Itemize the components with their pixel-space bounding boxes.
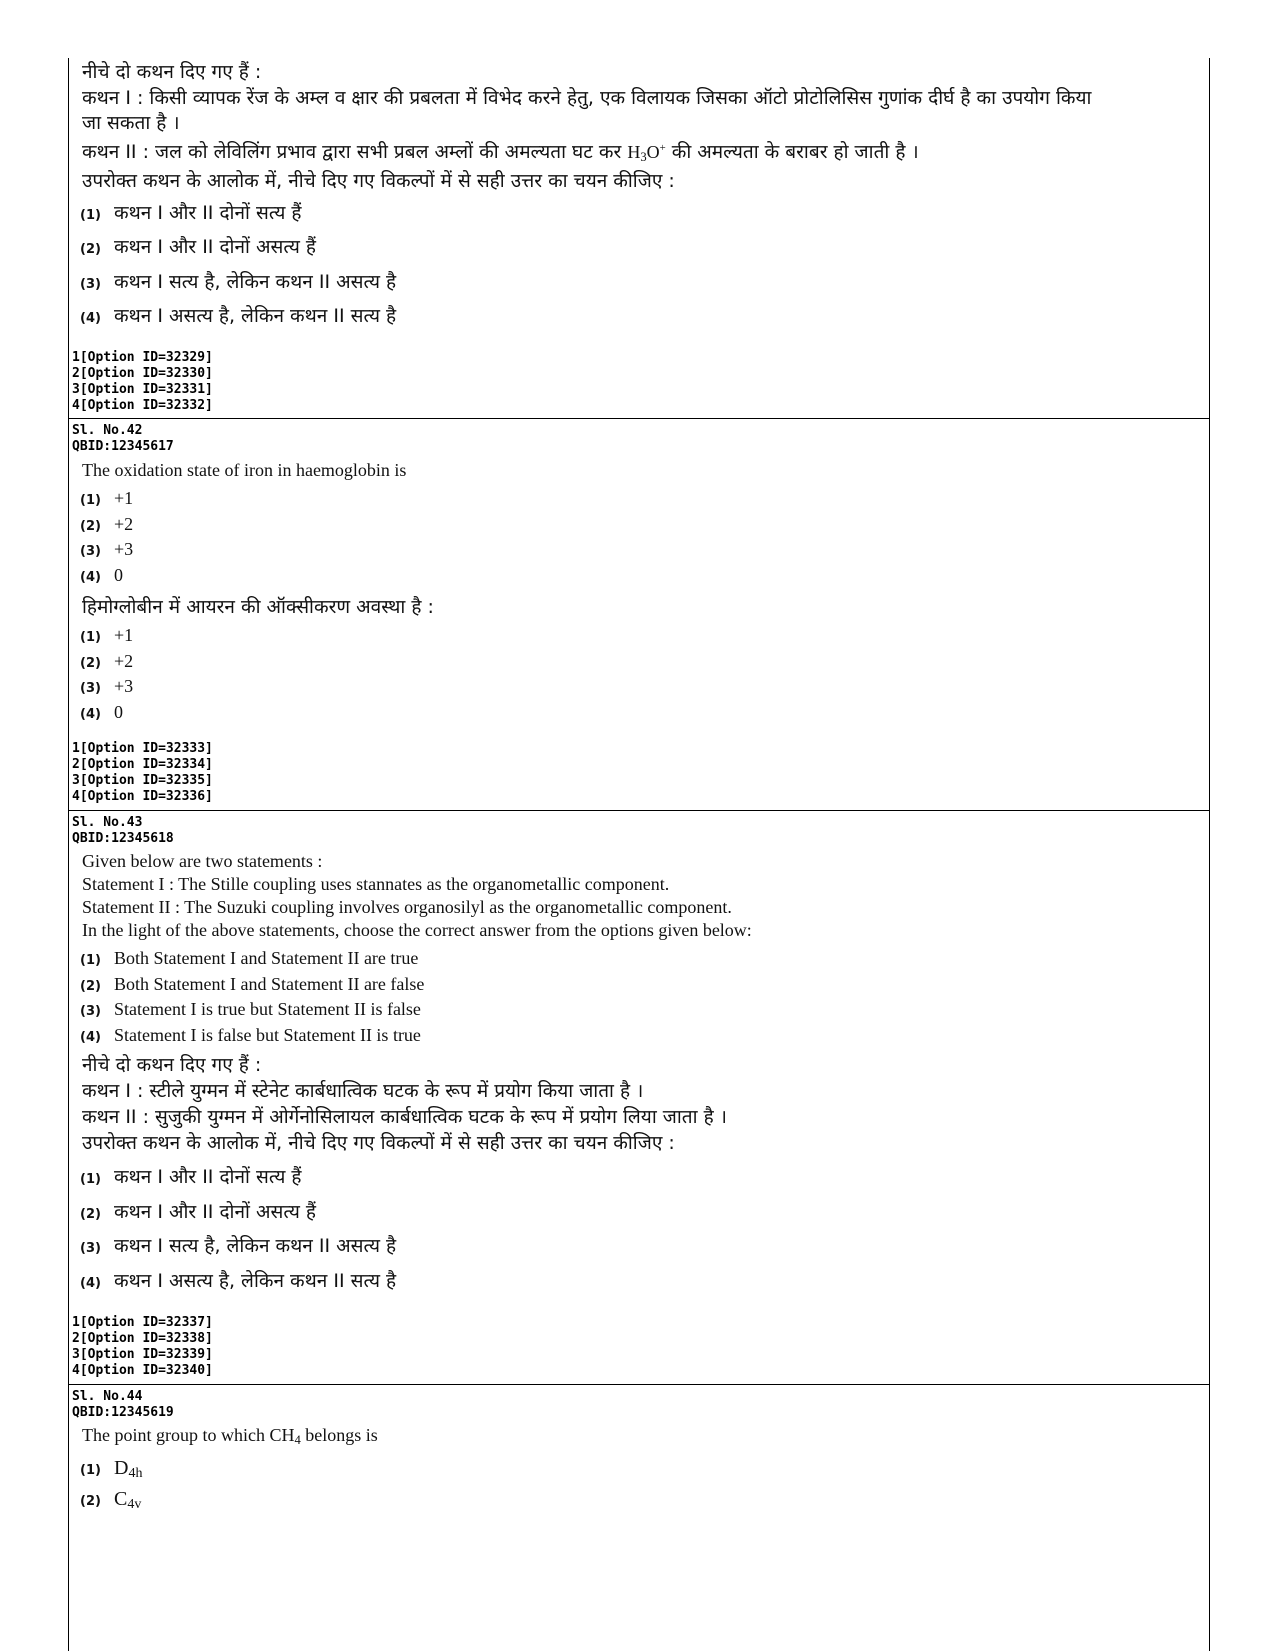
option-number: (4) [80,311,101,326]
question-post: belongs is [300,1425,378,1445]
statement-1-line-2: जा सकता है । [82,112,180,134]
symbol-main: C [114,1488,128,1510]
option-number: (2) [80,979,101,994]
option-text: +3 [114,539,134,559]
option-id: 2[Option ID=32330] [72,366,213,381]
option-number: (2) [80,519,101,534]
option-1-hi[interactable] [80,1163,301,1194]
formula-sub: 4 [294,1433,301,1447]
option-2[interactable] [80,1487,141,1517]
option-ids [72,350,213,414]
option-number: (4) [80,707,101,722]
option-2-hi[interactable] [80,1198,316,1229]
option-3[interactable] [80,997,421,1024]
option-text: कथन I असत्य है, लेकिन कथन II सत्य है [114,1270,397,1292]
intro-text: नीचे दो कथन दिए गए हैं : [82,61,262,83]
option-number: (1) [80,630,101,645]
option-1[interactable] [80,199,301,230]
option-text [114,1487,141,1517]
question-text-hi: हिमोग्लोबीन में आयरन की ऑक्सीकरण अवस्था है : [82,596,434,618]
option-text: कथन I और II दोनों सत्य हैं [114,1166,302,1188]
divider [68,1384,1210,1385]
option-text: कथन I असत्य है, लेकिन कथन II सत्य है [114,305,397,327]
qbid: QBID:12345617 [72,439,174,454]
formula-sub: 3 [640,150,647,164]
statement-2-post: की अमल्यता के बराबर हो जाती है । [665,141,919,163]
option-number: (3) [80,681,101,696]
option-number: (1) [80,1172,101,1187]
option-2[interactable] [80,512,133,539]
question-pre: The point group to which CH [82,1425,295,1445]
qbid: QBID:12345619 [72,1405,174,1420]
formula-o: O [646,142,660,162]
option-2[interactable] [80,233,316,264]
symbol-sub: 4h [128,1466,143,1481]
option-number: (3) [80,544,101,559]
text-line: Statement I : The Stille coupling uses stannates as the organometallic component. [82,874,670,894]
option-4[interactable] [80,302,396,333]
option-text: +3 [114,676,134,696]
option-3-hi[interactable] [80,674,133,701]
option-2[interactable] [80,972,424,999]
serial-number: Sl. No.44 [72,1389,143,1404]
option-text: +2 [114,651,134,671]
statement-2 [82,136,919,169]
option-number: (2) [80,656,101,671]
serial-number: Sl. No.43 [72,815,143,830]
option-number: (2) [80,242,101,257]
option-number: (1) [80,1463,101,1478]
divider [68,810,1210,811]
serial-number: Sl. No.42 [72,423,143,438]
option-number: (1) [80,208,101,223]
option-text: +1 [114,488,134,508]
option-3[interactable] [80,268,396,299]
option-4-hi[interactable] [80,1267,396,1298]
option-id: 1[Option ID=32329] [72,350,213,365]
option-id: 4[Option ID=32336] [72,789,213,804]
statement-2-pre: कथन II : जल को लेविलिंग प्रभाव द्वारा सभी प्रबल अम्लों की अमल्यता घट कर [82,141,628,163]
symbol-main: D [114,1457,129,1479]
option-3-hi[interactable] [80,1232,396,1263]
question-text-en [82,1423,378,1452]
option-id: 2[Option ID=32338] [72,1331,213,1346]
option-4-hi[interactable] [80,700,123,727]
option-text: Both Statement I and Statement II are false [114,974,425,994]
option-text: +1 [114,625,134,645]
statement-1-line-1: कथन I : किसी व्यापक रेंज के अम्ल व क्षार की प्रबलता में विभेद करने हेतु, एक विलायक जिसका ऑटो प्रोटोलिसिस गुणांक दीर्घ है का उपयोग किया [82,87,1092,109]
text-line: कथन II : सुजुकी युग्मन में ओर्गेनोसिलायल कार्बधात्विक घटक के रूप में प्रयोग लिया जाता है । [82,1106,727,1128]
option-id: 3[Option ID=32331] [72,382,213,397]
option-id: 2[Option ID=32334] [72,757,213,772]
option-1[interactable] [80,946,418,973]
text-line: नीचे दो कथन दिए गए हैं : [82,1054,262,1076]
option-number: (3) [80,277,101,292]
qbid: QBID:12345618 [72,831,174,846]
option-number: (2) [80,1207,101,1222]
question-header [72,423,174,455]
option-number: (4) [80,1030,101,1045]
option-1[interactable] [80,1456,142,1486]
formula-h: H [627,142,641,162]
option-text: Statement I is true but Statement II is false [114,999,421,1019]
option-text: 0 [114,702,123,722]
option-number: (4) [80,1276,101,1291]
question-text-en: The oxidation state of iron in haemoglobin is [82,460,407,480]
option-id: 3[Option ID=32339] [72,1347,213,1362]
text-line: उपरोक्त कथन के आलोक में, नीचे दिए गए विकल्पों में से सही उत्तर का चयन कीजिए : [82,1132,675,1154]
symbol-sub: 4v [127,1497,142,1512]
option-2-hi[interactable] [80,649,133,676]
option-text: कथन I सत्य है, लेकिन कथन II असत्य है [114,271,397,293]
question-header [72,815,174,847]
option-4[interactable] [80,1023,421,1050]
divider [68,418,1210,419]
option-number: (4) [80,570,101,585]
question-text-hi [82,1052,727,1156]
option-text: Both Statement I and Statement II are true [114,948,419,968]
question-header [72,1389,174,1421]
option-text: कथन I सत्य है, लेकिन कथन II असत्य है [114,1235,397,1257]
option-number: (3) [80,1241,101,1256]
option-4[interactable] [80,563,123,590]
option-id: 3[Option ID=32335] [72,773,213,788]
option-id: 1[Option ID=32333] [72,741,213,756]
option-text: +2 [114,514,134,534]
option-number: (2) [80,1494,101,1509]
option-number: (3) [80,1004,101,1019]
option-1-hi[interactable] [80,623,133,650]
option-id: 4[Option ID=32340] [72,1363,213,1378]
option-ids [72,1315,213,1379]
option-id: 1[Option ID=32337] [72,1315,213,1330]
option-text: 0 [114,565,123,585]
option-text: Statement I is false but Statement II is true [114,1025,421,1045]
question-text-en [82,850,752,942]
text-line: In the light of the above statements, choose the correct answer from the options given below: [82,920,752,940]
text-line: Given below are two statements : [82,851,323,871]
option-ids [72,741,213,805]
option-text [114,1456,142,1486]
h3o-formula [627,142,665,162]
formula-sup: + [659,142,666,154]
option-number: (1) [80,953,101,968]
text-line: Statement II : The Suzuki coupling involves organosilyl as the organometallic component. [82,897,732,917]
option-text: कथन I और II दोनों सत्य हैं [114,202,302,224]
option-number: (1) [80,493,101,508]
option-id: 4[Option ID=32332] [72,398,213,413]
instruction-text: उपरोक्त कथन के आलोक में, नीचे दिए गए विकल्पों में से सही उत्तर का चयन कीजिए : [82,170,675,192]
option-1[interactable] [80,486,133,513]
option-text: कथन I और II दोनों असत्य हैं [114,1201,316,1223]
option-3[interactable] [80,537,133,564]
text-line: कथन I : स्टीले युग्मन में स्टेनेट कार्बधात्विक घटक के रूप में प्रयोग किया जाता है । [82,1080,644,1102]
option-text: कथन I और II दोनों असत्य हैं [114,236,316,258]
